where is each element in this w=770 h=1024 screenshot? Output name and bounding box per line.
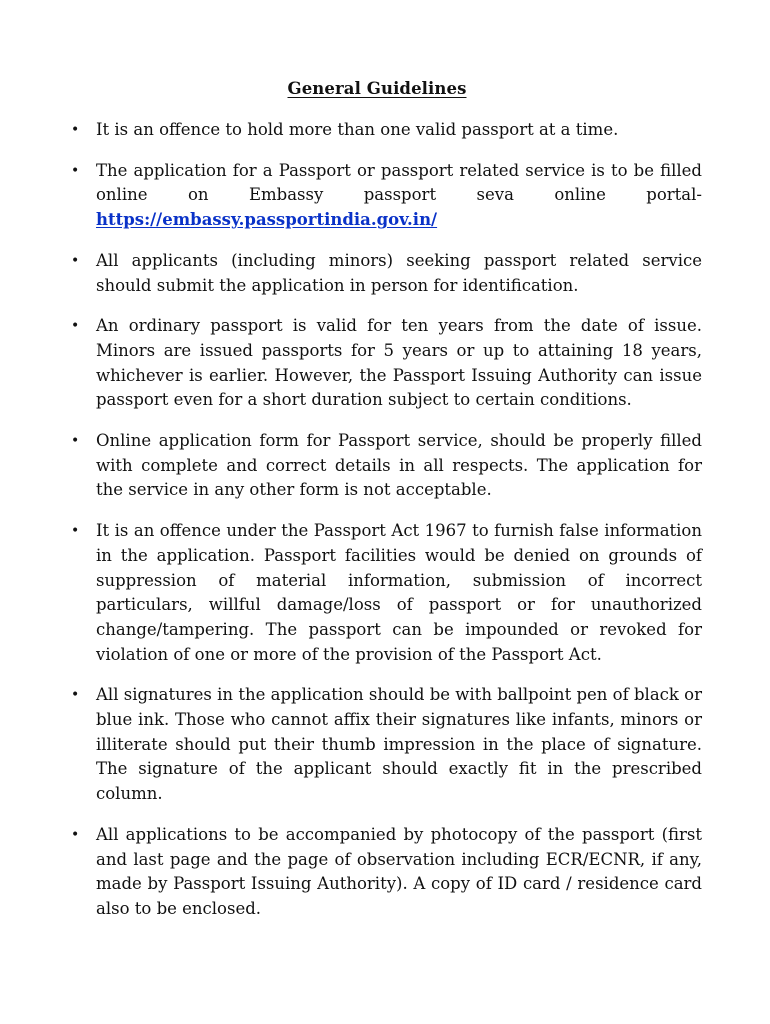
guideline-text: All signatures in the application should be with ballpoint pen of black or blue ink. Those who cannot affix their signatures like infants, minors or illiterate should put their thumb impression in the place of signature. The signature of the applicant should exactly fit in the prescribed column. xyxy=(96,685,702,804)
guideline-text: All applicants (including minors) seeking passport related service should submit the application in person for identification. xyxy=(96,250,702,295)
guideline-text: All applications to be accompanied by photocopy of the passport (first and last page and the page of observation including ECR/ECNR, if any, made by Passport Issuing Authority). A copy of ID card / residence card also to be enclosed. xyxy=(96,824,702,918)
bullet-icon: • xyxy=(71,318,80,335)
bullet-icon: • xyxy=(71,162,80,179)
bullet-icon: • xyxy=(71,523,80,540)
bullet-icon: • xyxy=(71,687,80,704)
guideline-text: It is an offence to hold more than one valid passport at a time. xyxy=(96,120,619,139)
passport-portal-link[interactable]: https://embassy.passportindia.gov.in/ xyxy=(96,210,438,230)
guideline-item xyxy=(71,823,702,922)
bullet-icon: • xyxy=(71,122,80,138)
guideline-item xyxy=(71,314,702,413)
guideline-item xyxy=(71,249,702,298)
guideline-item xyxy=(71,429,702,503)
guideline-text: The application for a Passport or passport related service is to be filled online on Embassy passport seva online portal- xyxy=(96,160,702,205)
guidelines-list xyxy=(71,118,702,938)
guideline-item xyxy=(71,519,702,667)
guideline-text: Online application form for Passport service, should be properly filled with complete and correct details in all respects. The application for the service in any other form is not acceptable. xyxy=(96,431,702,500)
bullet-icon: • xyxy=(71,433,80,450)
guideline-item xyxy=(71,159,702,233)
bullet-icon: • xyxy=(71,826,80,843)
bullet-icon: • xyxy=(71,252,80,269)
guideline-item xyxy=(71,683,702,807)
guideline-text: It is an offence under the Passport Act 1967 to furnish false information in the application. Passport facilities would be denied on grounds of suppression of material information, submission of incorrect particulars, willful damage/loss of passport or for unauthorized change/tampering. The passport can be impounded or revoked for violation of one or more of the provision of the Passport Act. xyxy=(96,521,702,664)
page-title: General Guidelines xyxy=(287,79,467,98)
guideline-item xyxy=(71,118,702,143)
guideline-text: An ordinary passport is valid for ten years from the date of issue. Minors are issued passports for 5 years or up to attaining 18 years, whichever is earlier. However, the Passport Issuing Authority can issue passport even for a short duration subject to certain conditions. xyxy=(96,316,702,410)
